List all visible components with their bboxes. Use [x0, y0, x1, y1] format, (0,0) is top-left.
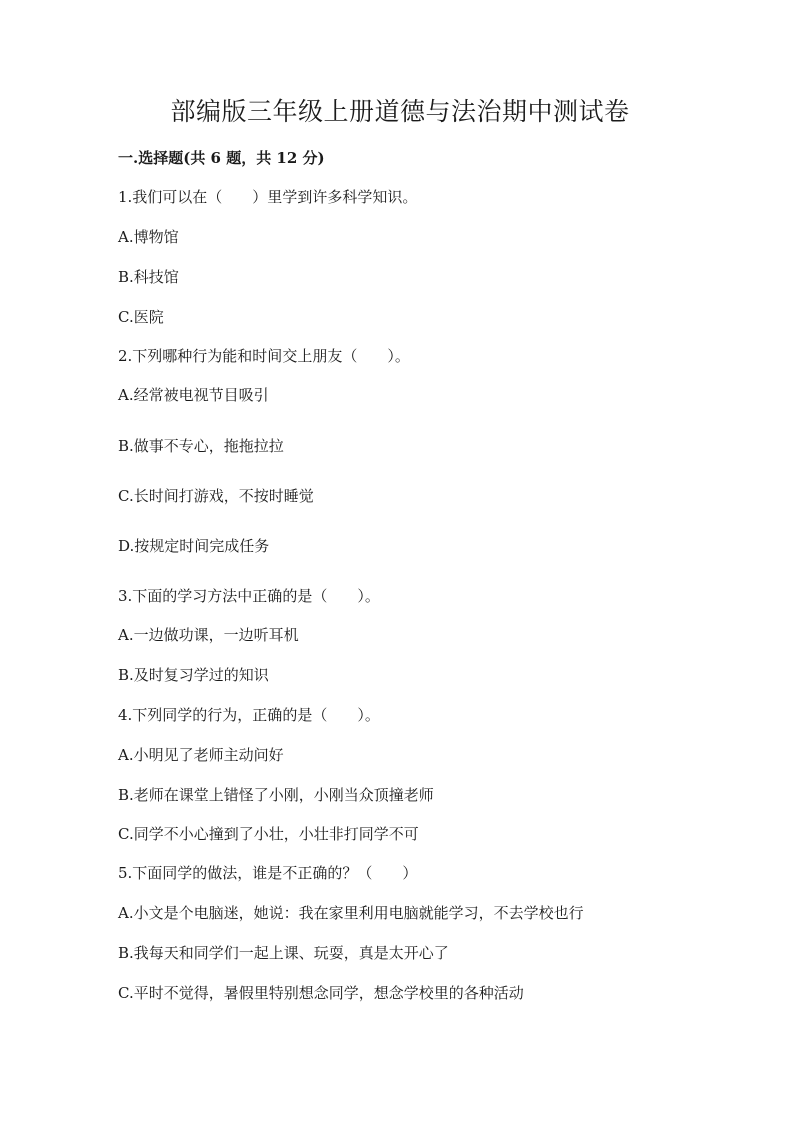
question-option: B.科技馆: [118, 268, 179, 286]
question-stem: 1.我们可以在（ ）里学到许多科学知识。: [118, 188, 418, 206]
question-option: B.做事不专心，拖拖拉拉: [118, 437, 284, 455]
question-stem: 2.下列哪种行为能和时间交上朋友（ ）。: [118, 347, 410, 365]
question-option: D.按规定时间完成任务: [118, 537, 270, 555]
question-option: B.及时复习学过的知识: [118, 666, 269, 684]
question-option: B.老师在课堂上错怪了小刚，小刚当众顶撞老师: [118, 786, 434, 804]
question-option: A.小明见了老师主动问好: [118, 746, 284, 764]
page-title: 部编版三年级上册道德与法治期中测试卷: [170, 97, 630, 126]
question-option: B.我每天和同学们一起上课、玩耍，真是太开心了: [118, 944, 449, 962]
question-option: C.医院: [118, 308, 164, 326]
question-stem: 4.下列同学的行为，正确的是（ ）。: [118, 706, 380, 724]
question-option: C.同学不小心撞到了小壮，小壮非打同学不可: [118, 825, 419, 843]
question-stem: 5.下面同学的做法，谁是不正确的？（ ）: [118, 864, 418, 882]
question-option: A.一边做功课，一边听耳机: [118, 626, 299, 644]
question-option: A.经常被电视节目吸引: [118, 386, 269, 404]
question-option: A.小文是个电脑迷，她说：我在家里利用电脑就能学习，不去学校也行: [118, 904, 584, 922]
question-option: C.长时间打游戏，不按时睡觉: [118, 487, 314, 505]
question-option: A.博物馆: [118, 228, 179, 246]
question-option: C.平时不觉得，暑假里特别想念同学，想念学校里的各种活动: [118, 984, 524, 1002]
question-stem: 3.下面的学习方法中正确的是（ ）。: [118, 587, 380, 605]
section-heading: 一.选择题(共 6 题，共 12 分): [118, 149, 325, 167]
